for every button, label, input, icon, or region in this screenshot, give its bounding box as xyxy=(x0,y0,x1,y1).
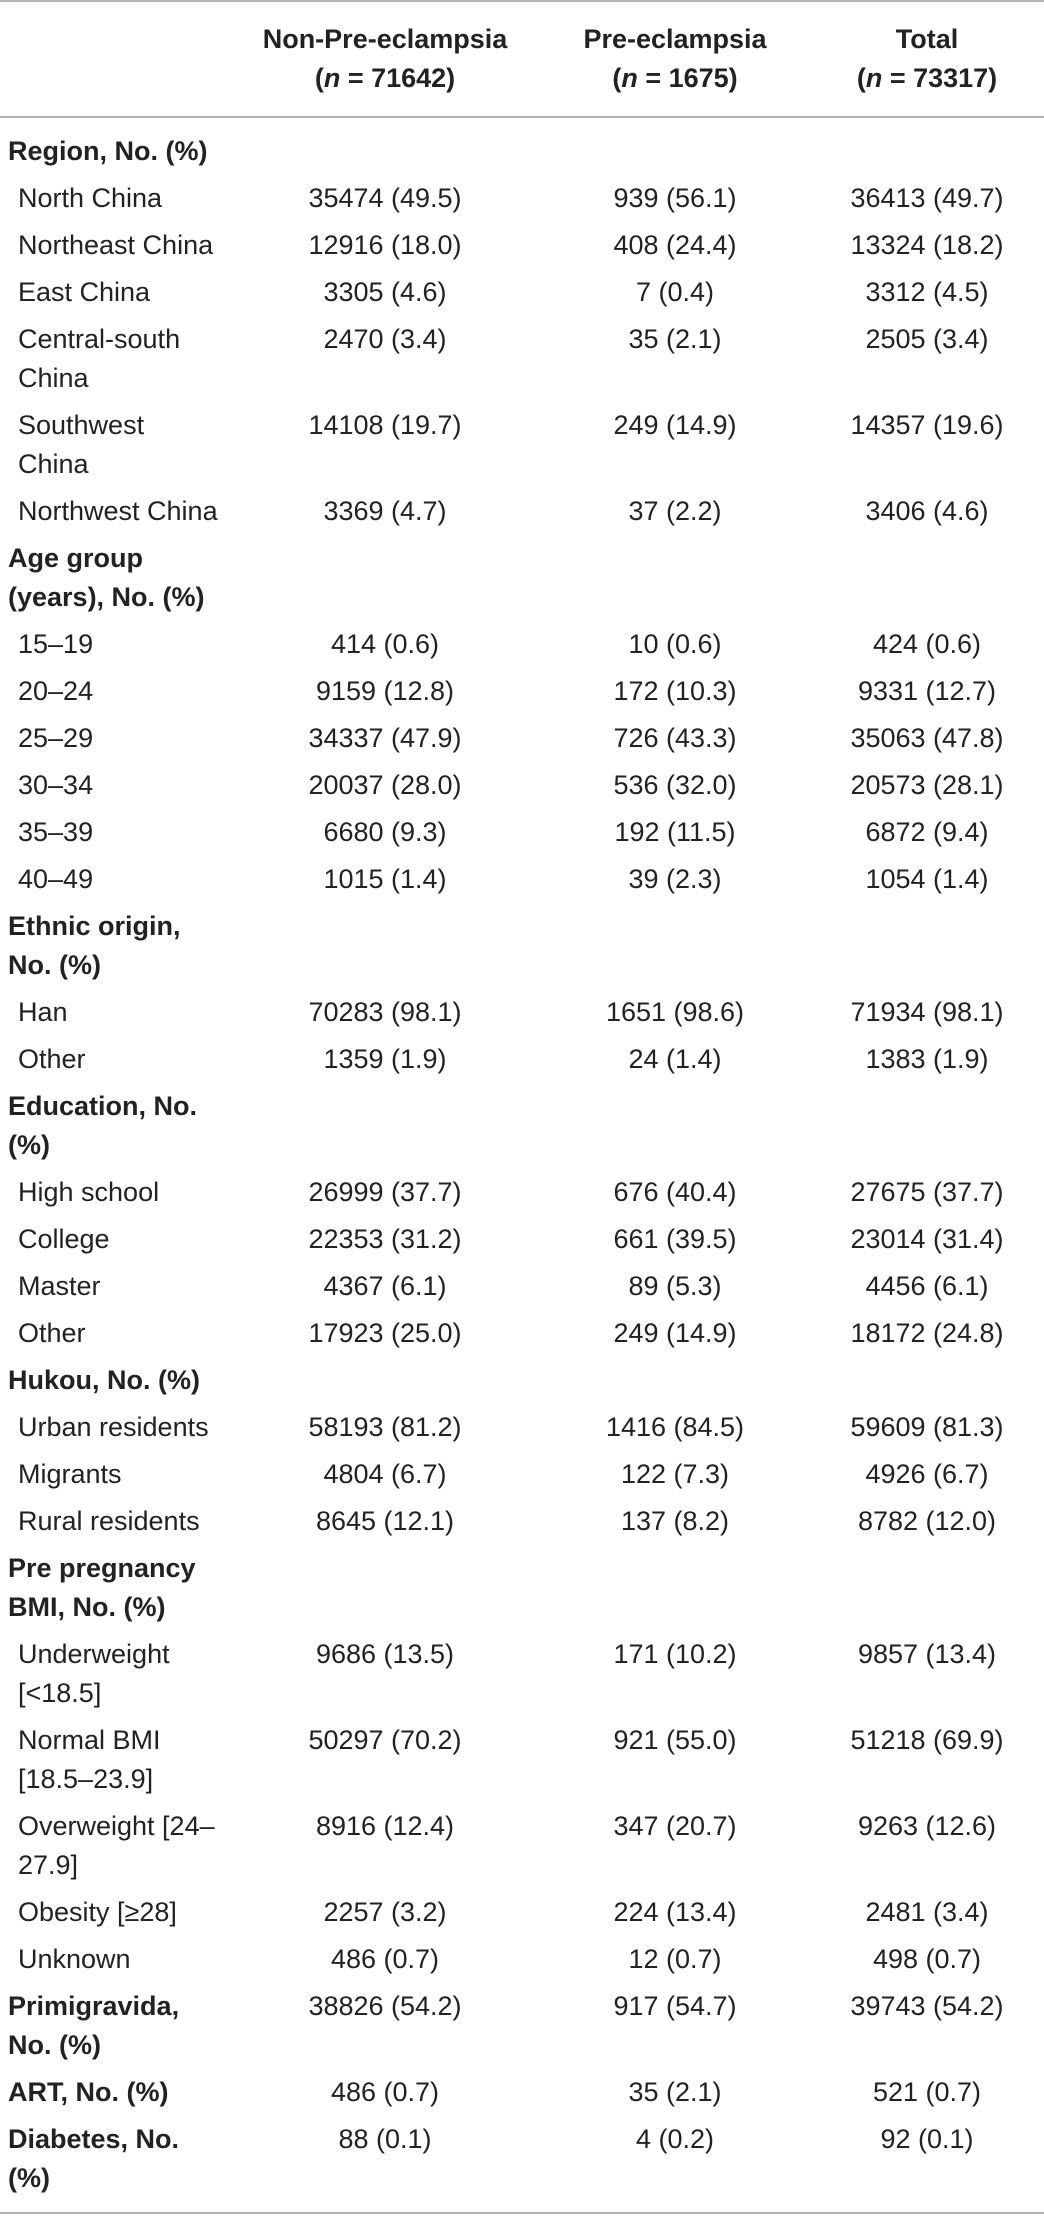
row-label: Other xyxy=(18,1044,86,1074)
cell-non-pre-eclampsia: 12916 (18.0) xyxy=(308,230,462,260)
cell-non-pre-eclampsia: 3369 (4.7) xyxy=(323,496,447,526)
cell-non-pre-eclampsia: 9686 (13.5) xyxy=(315,1639,455,1669)
header-non-pre-eclampsia-n xyxy=(230,59,540,98)
table-row xyxy=(0,1498,1044,1545)
cell-pre-eclampsia: 726 (43.3) xyxy=(613,723,737,753)
cell-pre-eclampsia: 10 (0.6) xyxy=(628,629,722,659)
cell-total: 59609 (81.3) xyxy=(850,1412,1004,1442)
cell-non-pre-eclampsia: 88 (0.1) xyxy=(230,2116,540,2213)
section-row-pre-pregnancy-bmi xyxy=(0,1545,1044,1631)
table-row xyxy=(0,1936,1044,1983)
cell-non-pre-eclampsia xyxy=(230,535,540,621)
cell-non-pre-eclampsia: 50297 (70.2) xyxy=(308,1725,462,1755)
row-label: 15–19 xyxy=(18,629,94,659)
header-paren: ( xyxy=(612,63,622,93)
cell-total: 4456 (6.1) xyxy=(865,1271,989,1301)
cell-total: 18172 (24.8) xyxy=(850,1318,1004,1348)
row-label: Northwest China xyxy=(18,496,218,526)
cell-total: 35063 (47.8) xyxy=(850,723,1004,753)
header-non-pre-eclampsia-title: Non-Pre-eclampsia xyxy=(262,24,508,54)
cell-pre-eclampsia xyxy=(540,1357,810,1404)
table-row xyxy=(0,1889,1044,1936)
row-label: Age group (years), No. (%) xyxy=(8,543,205,612)
header-row xyxy=(0,1,1044,117)
row-label: Education, No. (%) xyxy=(8,1091,197,1160)
row-label: Master xyxy=(18,1271,101,1301)
cell-pre-eclampsia: 35 (2.1) xyxy=(628,2077,722,2107)
cell-non-pre-eclampsia: 8645 (12.1) xyxy=(315,1506,455,1536)
cell-non-pre-eclampsia: 3305 (4.6) xyxy=(323,277,447,307)
table-row xyxy=(0,668,1044,715)
cell-total: 13324 (18.2) xyxy=(850,230,1004,260)
cell-non-pre-eclampsia: 35474 (49.5) xyxy=(308,183,462,213)
row-label: Central-south China xyxy=(18,324,181,393)
cell-non-pre-eclampsia: 414 (0.6) xyxy=(330,629,440,659)
cell-pre-eclampsia: 249 (14.9) xyxy=(613,1318,737,1348)
cell-pre-eclampsia: 192 (11.5) xyxy=(614,817,736,847)
cell-total: 39743 (54.2) xyxy=(850,1991,1004,2021)
cell-non-pre-eclampsia: 26999 (37.7) xyxy=(308,1177,462,1207)
section-row-education xyxy=(0,1083,1044,1169)
table-header xyxy=(0,1,1044,117)
row-label: Rural residents xyxy=(18,1506,200,1536)
header-total xyxy=(810,1,1044,117)
row-label: East China xyxy=(18,277,151,307)
cell-non-pre-eclampsia: 38826 (54.2) xyxy=(308,1991,462,2021)
cell-pre-eclampsia xyxy=(540,903,810,989)
table-row xyxy=(0,175,1044,222)
table-row xyxy=(0,1404,1044,1451)
header-paren: ( xyxy=(314,63,324,93)
cell-total: 424 (0.6) xyxy=(872,629,982,659)
table-row xyxy=(0,1631,1044,1717)
row-label: Unknown xyxy=(18,1944,131,1974)
cell-pre-eclampsia: 39 (2.3) xyxy=(628,864,722,894)
table-row xyxy=(0,1036,1044,1083)
cell-total xyxy=(810,1545,1044,1631)
cell-non-pre-eclampsia: 1359 (1.9) xyxy=(323,1044,447,1074)
table-row xyxy=(0,222,1044,269)
cell-total: 92 (0.1) xyxy=(810,2116,1044,2213)
row-label: Urban residents xyxy=(18,1412,209,1442)
header-n-symbol: n xyxy=(621,63,638,93)
table-body xyxy=(0,117,1044,2213)
cell-total xyxy=(810,117,1044,175)
cell-pre-eclampsia: 676 (40.4) xyxy=(613,1177,737,1207)
header-label-cell xyxy=(0,1,230,117)
table-row xyxy=(0,316,1044,402)
cell-pre-eclampsia: 12 (0.7) xyxy=(628,1944,722,1974)
cell-total: 1383 (1.9) xyxy=(865,1044,989,1074)
cell-total xyxy=(810,903,1044,989)
cell-non-pre-eclampsia xyxy=(230,903,540,989)
row-label: 40–49 xyxy=(18,864,94,894)
table-row xyxy=(0,621,1044,668)
cell-pre-eclampsia xyxy=(540,1545,810,1631)
cell-total: 9857 (13.4) xyxy=(857,1639,997,1669)
cell-total: 36413 (49.7) xyxy=(850,183,1004,213)
cell-total: 521 (0.7) xyxy=(872,2077,982,2107)
row-label: Primigravida, No. (%) xyxy=(8,1991,180,2060)
cell-total: 9331 (12.7) xyxy=(857,676,997,706)
cell-non-pre-eclampsia: 17923 (25.0) xyxy=(308,1318,462,1348)
cell-non-pre-eclampsia: 1015 (1.4) xyxy=(323,864,447,894)
cell-total: 1054 (1.4) xyxy=(865,864,989,894)
cell-non-pre-eclampsia: 6680 (9.3) xyxy=(323,817,447,847)
cell-non-pre-eclampsia: 14108 (19.7) xyxy=(308,410,462,440)
row-label: Pre pregnancy BMI, No. (%) xyxy=(8,1553,196,1622)
cell-total xyxy=(810,1357,1044,1404)
cell-total: 2505 (3.4) xyxy=(865,324,989,354)
cell-non-pre-eclampsia: 486 (0.7) xyxy=(330,1944,440,1974)
cell-pre-eclampsia xyxy=(540,1083,810,1169)
cell-pre-eclampsia: 24 (1.4) xyxy=(628,1044,722,1074)
table-row xyxy=(0,856,1044,903)
header-n-value: = 71642) xyxy=(340,63,456,93)
cell-total: 498 (0.7) xyxy=(872,1944,982,1974)
section-row-age-group xyxy=(0,535,1044,621)
cell-total: 27675 (37.7) xyxy=(850,1177,1004,1207)
section-row-hukou xyxy=(0,1357,1044,1404)
cell-total xyxy=(810,1083,1044,1169)
cell-pre-eclampsia xyxy=(540,117,810,175)
table-row xyxy=(0,1717,1044,1803)
cell-pre-eclampsia: 89 (5.3) xyxy=(628,1271,722,1301)
cell-non-pre-eclampsia: 9159 (12.8) xyxy=(315,676,455,706)
table-row xyxy=(0,488,1044,535)
cell-total: 4926 (6.7) xyxy=(865,1459,989,1489)
cell-non-pre-eclampsia: 58193 (81.2) xyxy=(308,1412,462,1442)
section-row-diabetes xyxy=(0,2116,1044,2213)
row-label: 25–29 xyxy=(18,723,94,753)
cell-non-pre-eclampsia xyxy=(230,117,540,175)
row-label: Diabetes, No. (%) xyxy=(0,2116,230,2213)
cell-pre-eclampsia: 224 (13.4) xyxy=(613,1897,737,1927)
row-label: Obesity [≥28] xyxy=(18,1897,177,1927)
row-label: 30–34 xyxy=(18,770,94,800)
row-label: ART, No. (%) xyxy=(8,2077,169,2107)
header-non-pre-eclampsia xyxy=(230,1,540,117)
cell-non-pre-eclampsia: 4367 (6.1) xyxy=(323,1271,447,1301)
cell-pre-eclampsia: 347 (20.7) xyxy=(613,1811,737,1841)
cell-pre-eclampsia: 921 (55.0) xyxy=(613,1725,737,1755)
cell-non-pre-eclampsia: 486 (0.7) xyxy=(330,2077,440,2107)
cell-pre-eclampsia: 249 (14.9) xyxy=(613,410,737,440)
cell-pre-eclampsia: 122 (7.3) xyxy=(620,1459,730,1489)
cell-non-pre-eclampsia: 34337 (47.9) xyxy=(308,723,462,753)
cell-pre-eclampsia: 4 (0.2) xyxy=(540,2116,810,2213)
row-label: North China xyxy=(18,183,163,213)
row-label: 35–39 xyxy=(18,817,94,847)
table-row xyxy=(0,269,1044,316)
cell-total: 23014 (31.4) xyxy=(850,1224,1004,1254)
table-row xyxy=(0,1263,1044,1310)
row-label: Normal BMI [18.5–23.9] xyxy=(18,1725,161,1794)
table-row xyxy=(0,989,1044,1036)
row-label: Migrants xyxy=(18,1459,122,1489)
cell-pre-eclampsia: 917 (54.7) xyxy=(613,1991,737,2021)
cell-non-pre-eclampsia: 2257 (3.2) xyxy=(323,1897,447,1927)
header-pre-eclampsia-n xyxy=(540,59,810,98)
cell-pre-eclampsia: 1651 (98.6) xyxy=(605,997,745,1027)
row-label: Overweight [24–27.9] xyxy=(18,1811,215,1880)
cell-total: 51218 (69.9) xyxy=(850,1725,1004,1755)
cell-pre-eclampsia: 172 (10.3) xyxy=(613,676,737,706)
table-row xyxy=(0,1169,1044,1216)
cell-non-pre-eclampsia: 8916 (12.4) xyxy=(315,1811,455,1841)
cell-pre-eclampsia: 661 (39.5) xyxy=(613,1224,737,1254)
table-row xyxy=(0,809,1044,856)
row-label: Hukou, No. (%) xyxy=(8,1365,200,1395)
cell-non-pre-eclampsia: 20037 (28.0) xyxy=(308,770,462,800)
cell-total: 2481 (3.4) xyxy=(865,1897,989,1927)
table-row xyxy=(0,762,1044,809)
table-row xyxy=(0,1803,1044,1889)
cell-pre-eclampsia: 171 (10.2) xyxy=(613,1639,737,1669)
table-row xyxy=(0,1216,1044,1263)
row-label: College xyxy=(18,1224,110,1254)
header-paren: ( xyxy=(856,63,866,93)
row-label: High school xyxy=(18,1177,160,1207)
cell-pre-eclampsia: 7 (0.4) xyxy=(635,277,715,307)
cell-total: 20573 (28.1) xyxy=(850,770,1004,800)
cell-total: 3406 (4.6) xyxy=(865,496,989,526)
cell-non-pre-eclampsia: 22353 (31.2) xyxy=(308,1224,462,1254)
cell-pre-eclampsia: 408 (24.4) xyxy=(613,230,737,260)
cell-pre-eclampsia: 37 (2.2) xyxy=(628,496,722,526)
cell-pre-eclampsia: 137 (8.2) xyxy=(620,1506,730,1536)
header-pre-eclampsia xyxy=(540,1,810,117)
header-n-value: = 73317) xyxy=(882,63,998,93)
header-n-symbol: n xyxy=(323,63,341,93)
cell-non-pre-eclampsia xyxy=(230,1357,540,1404)
cell-total: 14357 (19.6) xyxy=(850,410,1004,440)
cell-pre-eclampsia xyxy=(540,535,810,621)
table-row xyxy=(0,715,1044,762)
section-row-art xyxy=(0,2069,1044,2116)
table-row xyxy=(0,1451,1044,1498)
cell-total: 9263 (12.6) xyxy=(857,1811,997,1841)
section-row-region xyxy=(0,117,1044,175)
section-row-primigravida xyxy=(0,1983,1044,2069)
cell-total: 8782 (12.0) xyxy=(857,1506,997,1536)
cell-pre-eclampsia: 1416 (84.5) xyxy=(605,1412,745,1442)
row-label: Northeast China xyxy=(18,230,214,260)
header-total-title: Total xyxy=(895,24,959,54)
row-label: Southwest China xyxy=(18,410,145,479)
table-row xyxy=(0,1310,1044,1357)
cell-non-pre-eclampsia: 2470 (3.4) xyxy=(323,324,447,354)
row-label: 20–24 xyxy=(18,676,94,706)
header-total-n xyxy=(810,59,1044,98)
table-row xyxy=(0,402,1044,488)
cell-non-pre-eclampsia xyxy=(230,1083,540,1169)
cell-total xyxy=(810,535,1044,621)
row-label: Ethnic origin, No. (%) xyxy=(8,911,181,980)
row-label: Underweight [<18.5] xyxy=(18,1639,170,1708)
header-n-value: = 1675) xyxy=(637,63,738,93)
header-n-symbol: n xyxy=(865,63,883,93)
cell-pre-eclampsia: 536 (32.0) xyxy=(613,770,737,800)
cell-pre-eclampsia: 35 (2.1) xyxy=(628,324,722,354)
header-pre-eclampsia-title: Pre-eclampsia xyxy=(583,24,767,54)
cell-pre-eclampsia: 939 (56.1) xyxy=(613,183,737,213)
row-label: Han xyxy=(18,997,68,1027)
cell-total: 71934 (98.1) xyxy=(850,997,1004,1027)
row-label: Region, No. (%) xyxy=(8,136,208,166)
cell-total: 6872 (9.4) xyxy=(865,817,989,847)
cell-non-pre-eclampsia xyxy=(230,1545,540,1631)
section-row-ethnic-origin xyxy=(0,903,1044,989)
cell-non-pre-eclampsia: 70283 (98.1) xyxy=(308,997,462,1027)
cell-total: 3312 (4.5) xyxy=(865,277,989,307)
cell-non-pre-eclampsia: 4804 (6.7) xyxy=(323,1459,447,1489)
row-label: Other xyxy=(18,1318,86,1348)
